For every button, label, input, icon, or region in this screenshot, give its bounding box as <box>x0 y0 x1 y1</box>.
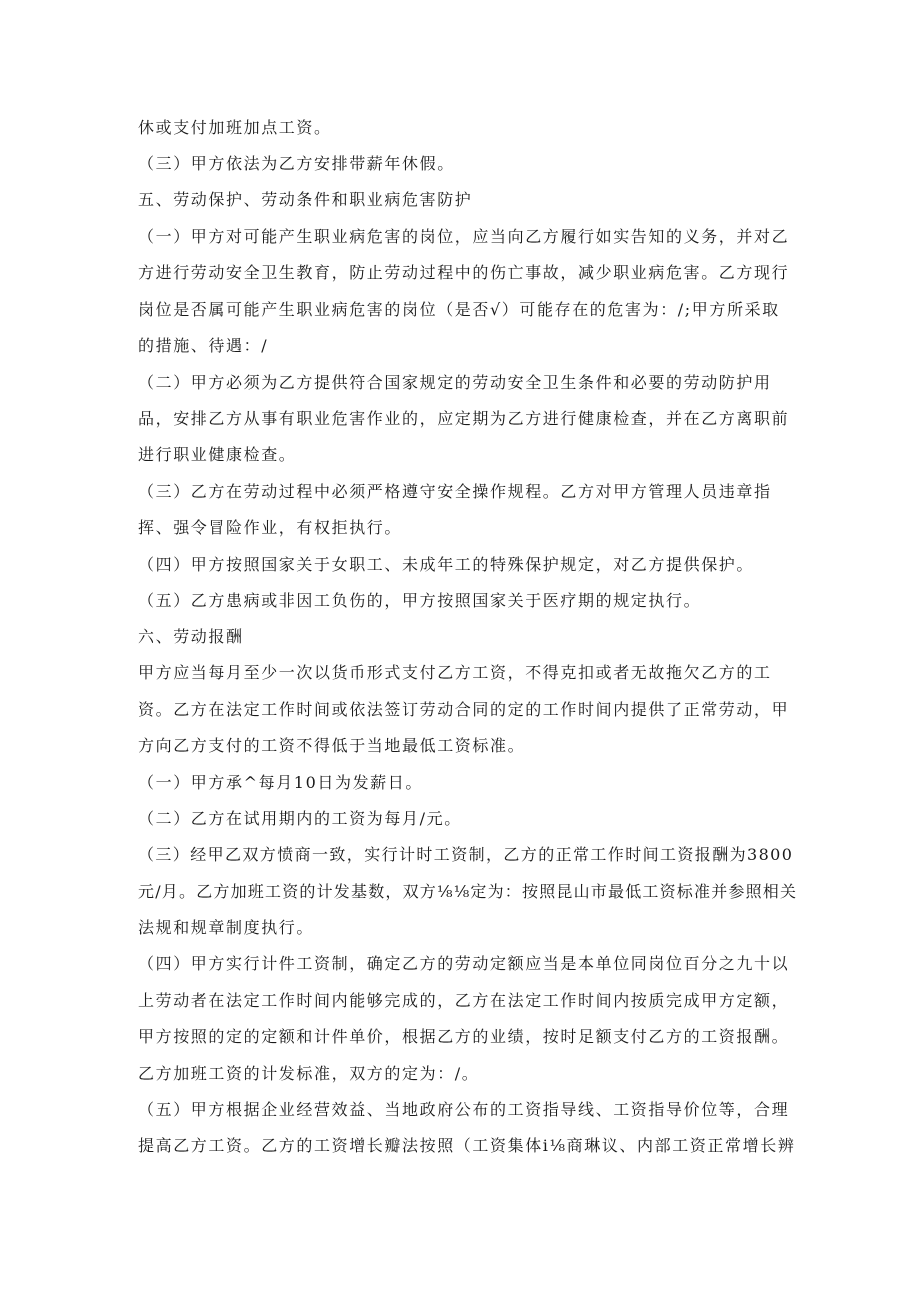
text-line: 甲方按照的定的定额和计件单价，根据乙方的业绩，按时足额支付乙方的工资报酬。 <box>138 1027 790 1046</box>
section-heading: 六、劳动报酬 <box>138 627 244 646</box>
text-line: 资。乙方在法定工作时间或依法签订劳动合同的定的工作时间内提供了正常劳动，甲 <box>138 700 790 719</box>
text-line: （四）甲方按照国家关于女职工、未成年工的特殊保护规定，对乙方提供保护。 <box>138 555 755 574</box>
text-line: 提高乙方工资。乙方的工资增长瓣法按照（工资集体i⅛商琳议、内部工资正常增长辨 <box>138 1136 796 1155</box>
text-line: （一）甲方对可能产生职业病危害的岗位，应当向乙方履行如实告知的义务，并对乙 <box>138 227 790 246</box>
text-line: 岗位是否属可能产生职业病危害的岗位（是否√）可能存在的危害为：/;甲方所采取 <box>138 300 780 319</box>
text-line: 进行职业健康检查。 <box>138 445 297 464</box>
text-line: 方进行劳动安全卫生教育，防止劳动过程中的伤亡事故，减少职业病危害。乙方现行 <box>138 263 790 282</box>
text-line: （一）甲方承^每月10日为发薪日。 <box>138 773 423 792</box>
text-line: 元/月。乙方加班工资的计发基数，双方⅛⅛定为：按照昆山市最低工资标准并参照相关 <box>138 882 798 901</box>
text-line: （二）甲方必须为乙方提供符合国家规定的劳动安全卫生条件和必要的劳动防护用 <box>138 373 772 392</box>
text-line: 方向乙方支付的工资不得低于当地最低工资标准。 <box>138 736 526 755</box>
text-line: 乙方加班工资的计发标准，双方的定为：/。 <box>138 1064 480 1083</box>
text-line: （三）甲方依法为乙方安排带薪年休假。 <box>138 154 455 173</box>
text-line: 上劳动者在法定工作时间内能够完成的，乙方在法定工作时间内按质完成甲方定额， <box>138 991 790 1010</box>
text-line: （五）乙方患病或非因工负伤的，甲方按照国家关于医疗期的规定执行。 <box>138 591 702 610</box>
text-line: 法规和规章制度执行。 <box>138 918 315 937</box>
text-line: 品，安排乙方从事有职业危害作业的，应定期为乙方进行健康检查，并在乙方离职前 <box>138 409 790 428</box>
text-line: （三）经甲乙双方愤商一致，实行计时工资制，乙方的正常工作时间工资报酬为3800 <box>138 845 794 864</box>
text-line: 休或支付加班加点工资。 <box>138 118 332 137</box>
text-line: 甲方应当每月至少一次以货币形式支付乙方工资，不得克扣或者无故拖欠乙方的工 <box>138 663 772 682</box>
text-line: （三）乙方在劳动过程中必须严格遵守安全操作规程。乙方对甲方管理人员违章指 <box>138 482 772 501</box>
text-line: （四）甲方实行计件工资制，确定乙方的劳动定额应当是本单位同岗位百分之九十以 <box>138 954 790 973</box>
section-heading: 五、劳动保护、劳动条件和职业病危害防护 <box>138 190 473 209</box>
text-line: （二）乙方在试用期内的工资为每月/元。 <box>138 809 462 828</box>
text-line: 的措施、待遇：/ <box>138 336 269 355</box>
text-line: 挥、强令冒险作业，有权拒执行。 <box>138 518 403 537</box>
text-line: （五）甲方根据企业经营效益、当地政府公布的工资指导线、工资指导价位等，合理 <box>138 1100 790 1119</box>
